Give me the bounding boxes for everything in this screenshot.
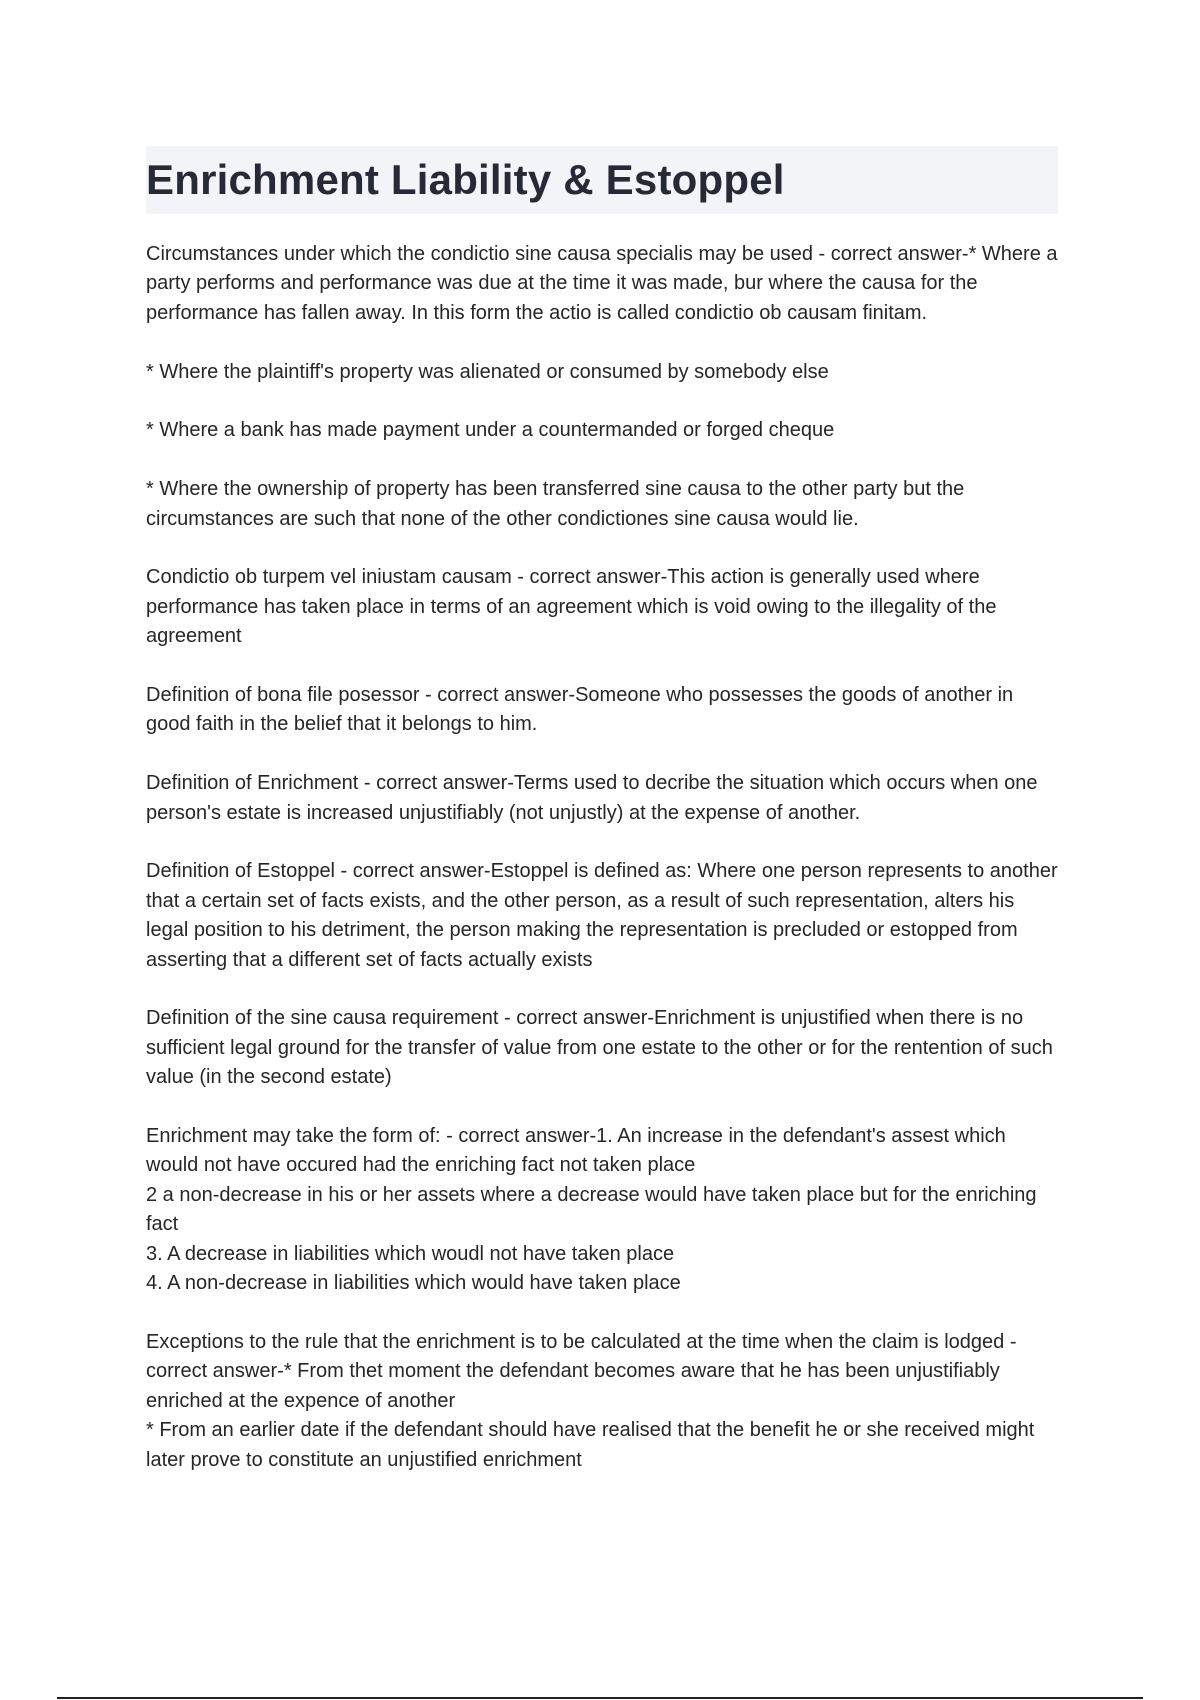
document-page — [146, 146, 1058, 1504]
footer-divider — [57, 1697, 1143, 1699]
paragraph-condictio-turpem: Condictio ob turpem vel iniustam causam - correct answer-This action is generally used where performance has taken place in terms of an agreement which is void owing to the illegality of the agreement — [146, 566, 997, 648]
paragraph-condictio-specialis: Circumstances under which the condictio sine causa specialis may be used - correct answer-* Where a party performs and performance was due at the time it was made, bur where the causa for the performance has fallen away. In this form the actio is called condictio ob causam finitam. — [146, 243, 1058, 324]
paragraph-bullet-ownership: * Where the ownership of property has been transferred sine causa to the other party but the circumstances are such that none of the other condictiones sine causa would lie. — [146, 478, 965, 530]
paragraph-exceptions: Exceptions to the rule that the enrichment is to be calculated at the time when the claim is lodged - correct answer-* From thet moment the defendant becomes aware that he has been unjustifiably enriched at the expence of another * From an earlier date if the defendant should have realised that the benefit he or she received might later prove to constitute an unjustified enrichment — [146, 1330, 1035, 1471]
document-title: Enrichment Liability & Estoppel — [146, 156, 785, 203]
paragraph-definition-enrichment: Definition of Enrichment - correct answer-Terms used to decribe the situation which occurs when one person's estate is increased unjustifiably (not unjustly) at the expense of another. — [146, 772, 1038, 824]
title-banner — [146, 146, 1058, 214]
paragraph-definition-estoppel: Definition of Estoppel - correct answer-Estoppel is defined as: Where one person represents to another that a certain set of facts exists, and the other person, as a result of such representation, alters his legal position to his detriment, the person making the representation is precluded or estopped from asserting that a different set of facts actually exists — [146, 860, 1058, 971]
paragraph-bullet-alienated: * Where the plaintiff's property was alienated or consumed by somebody else — [146, 360, 829, 383]
paragraph-bullet-bank: * Where a bank has made payment under a countermanded or forged cheque — [146, 419, 835, 442]
paragraph-sine-causa-requirement: Definition of the sine causa requirement - correct answer-Enrichment is unjustified when there is no sufficient legal ground for the transfer of value from one estate to the other or for the rentention of such value (in the second estate) — [146, 1007, 1053, 1089]
paragraph-forms-of-enrichment: Enrichment may take the form of: - correct answer-1. An increase in the defendant's assest which would not have occured had the enriching fact not taken place 2 a non-decrease in his or her assets where a decrease would have taken place but for the enriching fact 3. A decrease in liabilities which woudl not have taken place 4. A non-decrease in liabilities which would have taken place — [146, 1125, 1037, 1295]
paragraph-bona-fide-possessor: Definition of bona file posessor - correct answer-Someone who possesses the goods of another in good faith in the belief that it belongs to him. — [146, 684, 1014, 736]
